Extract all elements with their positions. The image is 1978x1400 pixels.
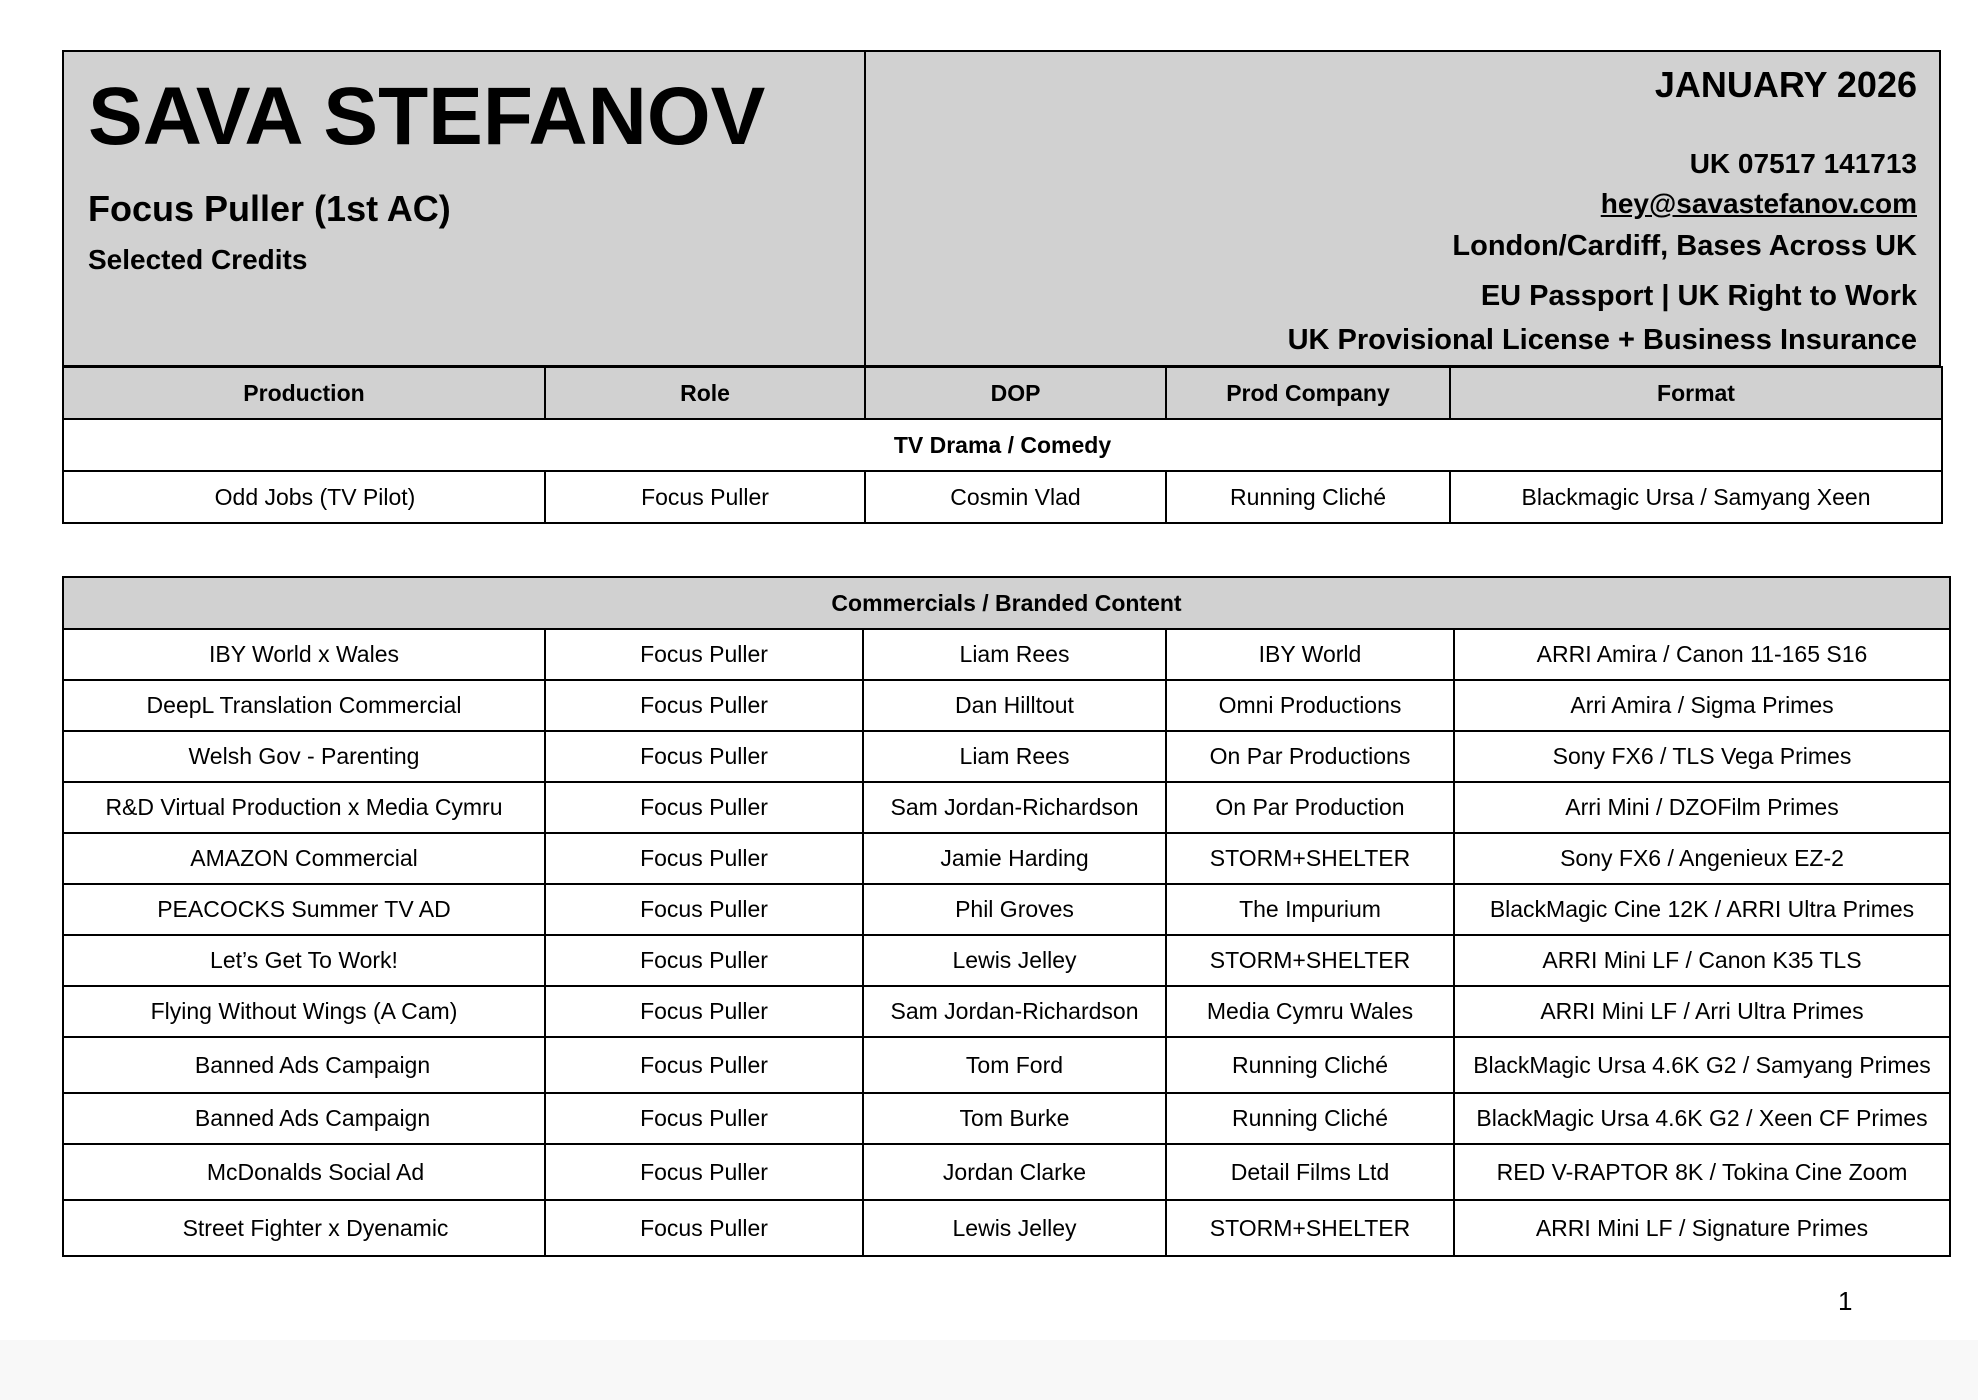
cell-dop: Dan Hilltout <box>863 680 1166 731</box>
cell-role: Focus Puller <box>545 833 863 884</box>
cell-production: Banned Ads Campaign <box>63 1037 545 1093</box>
cell-format: ARRI Mini LF / Canon K35 TLS <box>1454 935 1950 986</box>
table-row <box>63 833 1950 884</box>
cell-company: On Par Production <box>1166 782 1454 833</box>
cell-format: ARRI Mini LF / Arri Ultra Primes <box>1454 986 1950 1037</box>
cell-production: McDonalds Social Ad <box>63 1144 545 1200</box>
cell-role: Focus Puller <box>545 1037 863 1093</box>
cell-format: Arri Amira / Sigma Primes <box>1454 680 1950 731</box>
cell-format: Blackmagic Ursa / Samyang Xeen <box>1450 471 1942 523</box>
cell-role: Focus Puller <box>545 986 863 1037</box>
cell-dop: Tom Burke <box>863 1093 1166 1144</box>
table-row <box>63 986 1950 1037</box>
cell-company: Running Cliché <box>1166 1093 1454 1144</box>
cell-role: Focus Puller <box>545 782 863 833</box>
cell-company: Omni Productions <box>1166 680 1454 731</box>
cell-dop: Cosmin Vlad <box>865 471 1166 523</box>
table-row <box>63 1037 1950 1093</box>
cell-format: Sony FX6 / TLS Vega Primes <box>1454 731 1950 782</box>
cell-production: Welsh Gov - Parenting <box>63 731 545 782</box>
cell-role: Focus Puller <box>545 1093 863 1144</box>
header-divider <box>864 52 866 365</box>
license-info: UK Provisional License + Business Insurance <box>1287 324 1917 356</box>
cell-dop: Phil Groves <box>863 884 1166 935</box>
cell-dop: Lewis Jelley <box>863 1200 1166 1256</box>
table-row <box>63 935 1950 986</box>
job-title: Focus Puller (1st AC) <box>88 188 451 229</box>
cell-format: BlackMagic Ursa 4.6K G2 / Samyang Primes <box>1454 1037 1950 1093</box>
section-header-row <box>63 577 1950 629</box>
cell-production: AMAZON Commercial <box>63 833 545 884</box>
cell-dop: Jordan Clarke <box>863 1144 1166 1200</box>
table-row <box>63 1093 1950 1144</box>
cell-dop: Liam Rees <box>863 629 1166 680</box>
cell-format: Sony FX6 / Angenieux EZ-2 <box>1454 833 1950 884</box>
location: London/Cardiff, Bases Across UK <box>1452 230 1917 262</box>
cell-production: DeepL Translation Commercial <box>63 680 545 731</box>
table-row <box>63 782 1950 833</box>
table-row <box>63 884 1950 935</box>
column-header-company: Prod Company <box>1166 367 1450 419</box>
table-row <box>63 1200 1950 1256</box>
cell-company: STORM+SHELTER <box>1166 935 1454 986</box>
cell-company: STORM+SHELTER <box>1166 1200 1454 1256</box>
cell-production: IBY World x Wales <box>63 629 545 680</box>
cell-format: ARRI Amira / Canon 11-165 S16 <box>1454 629 1950 680</box>
cell-company: Media Cymru Wales <box>1166 986 1454 1037</box>
cell-production: Street Fighter x Dyenamic <box>63 1200 545 1256</box>
cell-production: PEACOCKS Summer TV AD <box>63 884 545 935</box>
cell-production: R&D Virtual Production x Media Cymru <box>63 782 545 833</box>
page-footer-band <box>0 1340 1978 1400</box>
person-name: SAVA STEFANOV <box>88 71 766 162</box>
cell-company: The Impurium <box>1166 884 1454 935</box>
cell-production: Flying Without Wings (A Cam) <box>63 986 545 1037</box>
cell-dop: Sam Jordan-Richardson <box>863 782 1166 833</box>
cell-format: BlackMagic Cine 12K / ARRI Ultra Primes <box>1454 884 1950 935</box>
column-header-production: Production <box>63 367 545 419</box>
cell-role: Focus Puller <box>545 1144 863 1200</box>
cell-dop: Jamie Harding <box>863 833 1166 884</box>
cell-production: Odd Jobs (TV Pilot) <box>63 471 545 523</box>
cell-role: Focus Puller <box>545 935 863 986</box>
cell-format: BlackMagic Ursa 4.6K G2 / Xeen CF Primes <box>1454 1093 1950 1144</box>
page-number: 1 <box>1838 1286 1853 1316</box>
table-row <box>63 731 1950 782</box>
section-title: TV Drama / Comedy <box>63 419 1942 471</box>
table-row <box>63 629 1950 680</box>
cell-production: Banned Ads Campaign <box>63 1093 545 1144</box>
document-date: JANUARY 2026 <box>1654 64 1917 105</box>
credits-table-commercials <box>62 576 1951 1257</box>
column-header-format: Format <box>1450 367 1942 419</box>
cell-format: ARRI Mini LF / Signature Primes <box>1454 1200 1950 1256</box>
email-link[interactable]: hey@savastefanov.com <box>1600 188 1917 219</box>
column-header-row <box>63 367 1942 419</box>
cell-role: Focus Puller <box>545 471 865 523</box>
cell-format: Arri Mini / DZOFilm Primes <box>1454 782 1950 833</box>
cell-role: Focus Puller <box>545 1200 863 1256</box>
cell-dop: Tom Ford <box>863 1037 1166 1093</box>
cell-role: Focus Puller <box>545 731 863 782</box>
cell-role: Focus Puller <box>545 884 863 935</box>
cell-company: Detail Films Ltd <box>1166 1144 1454 1200</box>
cell-dop: Liam Rees <box>863 731 1166 782</box>
document-subtitle: Selected Credits <box>88 244 308 275</box>
table-row <box>63 1144 1950 1200</box>
column-header-role: Role <box>545 367 865 419</box>
cv-header <box>62 50 1941 367</box>
cell-role: Focus Puller <box>545 629 863 680</box>
table-row <box>63 680 1950 731</box>
credits-table-tv <box>62 366 1943 524</box>
cell-company: On Par Productions <box>1166 731 1454 782</box>
table-row <box>63 471 1942 523</box>
section-header-row <box>63 419 1942 471</box>
cell-production: Let’s Get To Work! <box>63 935 545 986</box>
cell-company: STORM+SHELTER <box>1166 833 1454 884</box>
cell-dop: Sam Jordan-Richardson <box>863 986 1166 1037</box>
cell-role: Focus Puller <box>545 680 863 731</box>
cell-company: Running Cliché <box>1166 471 1450 523</box>
cell-company: IBY World <box>1166 629 1454 680</box>
passport-info: EU Passport | UK Right to Work <box>1480 280 1917 312</box>
section-title: Commercials / Branded Content <box>63 577 1950 629</box>
cell-company: Running Cliché <box>1166 1037 1454 1093</box>
cell-format: RED V-RAPTOR 8K / Tokina Cine Zoom <box>1454 1144 1950 1200</box>
phone-number: UK 07517 141713 <box>1689 148 1917 179</box>
column-header-dop: DOP <box>865 367 1166 419</box>
cell-dop: Lewis Jelley <box>863 935 1166 986</box>
